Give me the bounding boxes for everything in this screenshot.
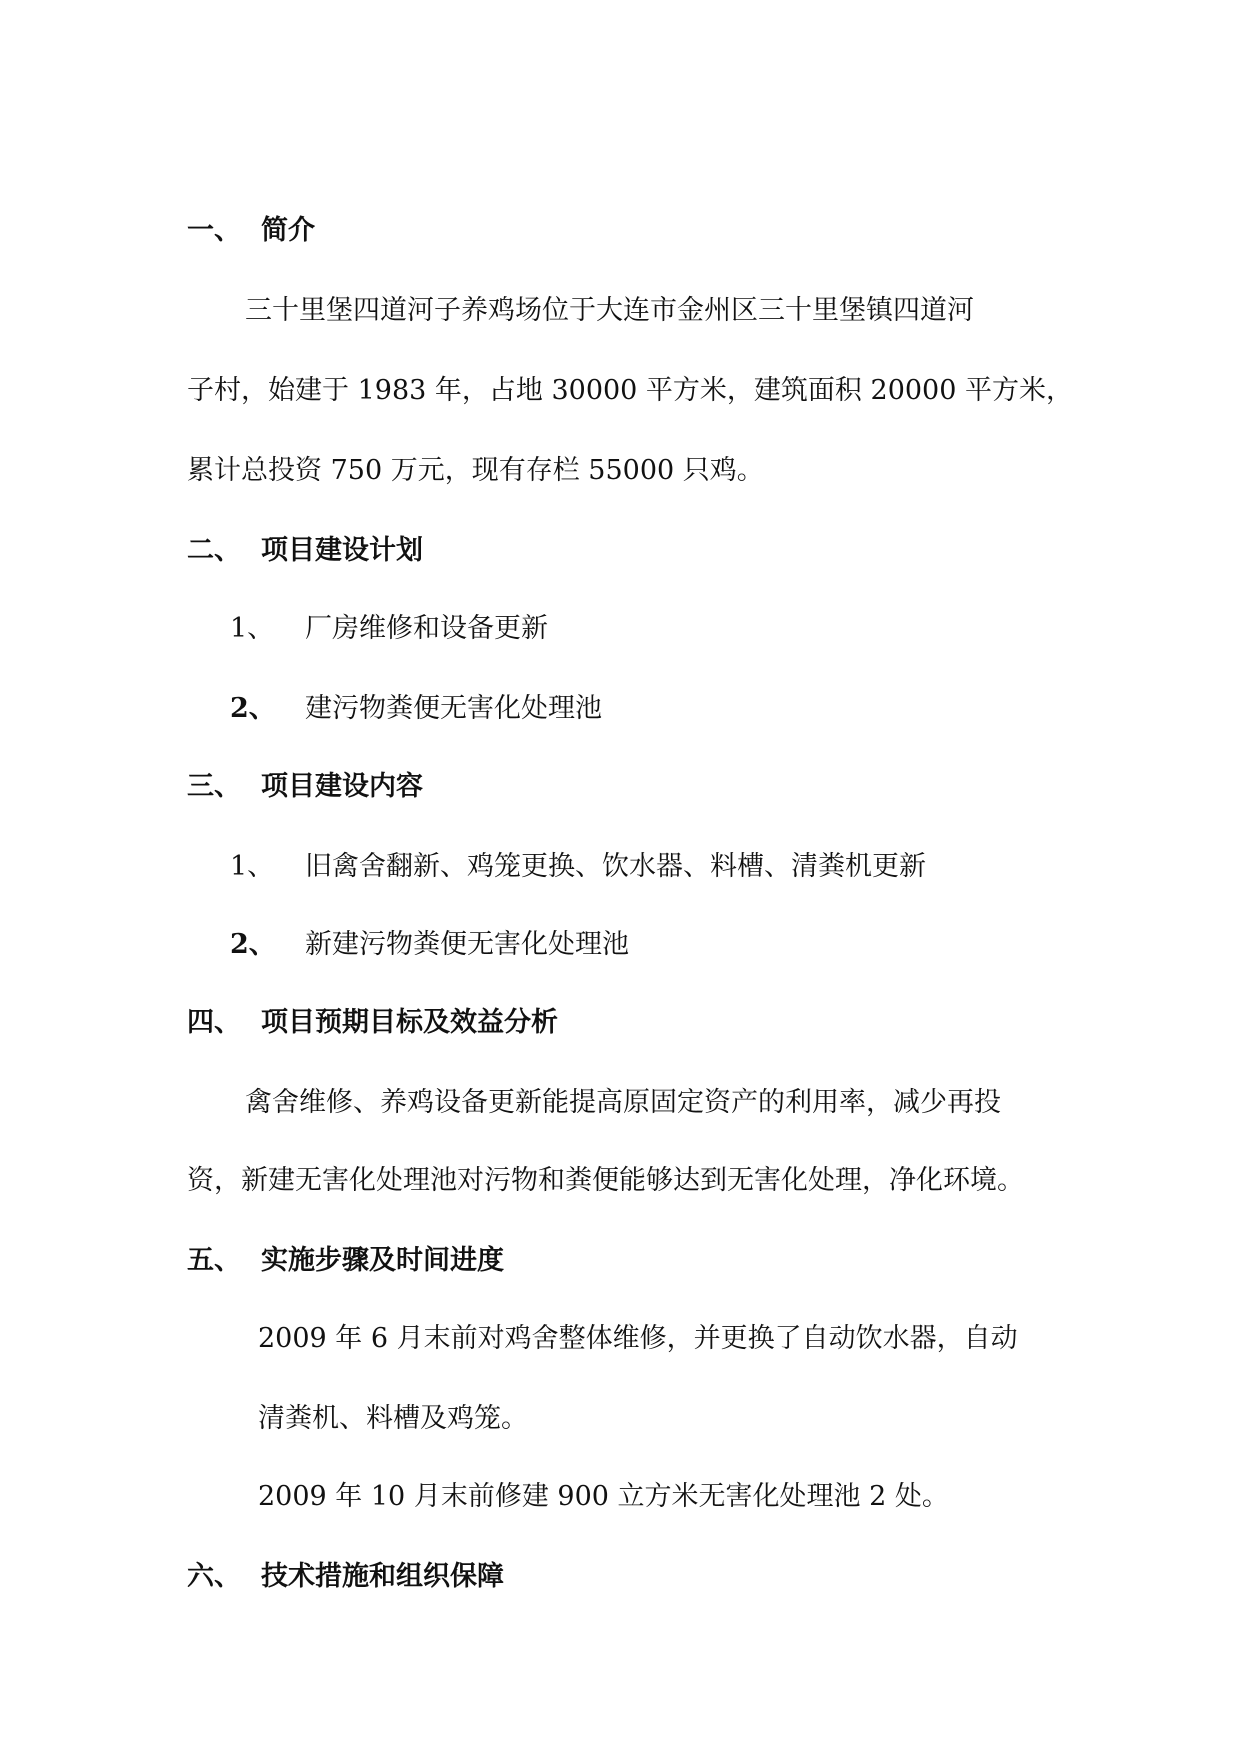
list-item-number: 2、 — [230, 929, 276, 960]
list-item-number: 1、 — [230, 851, 275, 882]
section-number: 三、 — [187, 771, 241, 802]
section-number: 二、 — [187, 535, 241, 566]
section-number: 五、 — [187, 1245, 241, 1276]
paragraph-line: 资，新建无害化处理池对污物和粪便能够达到无害化处理，净化环境。 — [187, 1165, 1024, 1196]
section-number: 六、 — [187, 1561, 241, 1592]
paragraph-line: 2009 年 6 月末前对鸡舍整体维修，并更换了自动饮水器，自动 — [258, 1323, 1018, 1354]
section-title: 项目预期目标及效益分析 — [261, 1007, 558, 1038]
section-title: 简介 — [261, 215, 315, 246]
list-item-text: 旧禽舍翻新、鸡笼更换、饮水器、料槽、清粪机更新 — [305, 851, 926, 882]
section-title: 实施步骤及时间进度 — [261, 1245, 504, 1276]
section-title: 技术措施和组织保障 — [261, 1561, 504, 1592]
section-title: 项目建设内容 — [261, 771, 423, 802]
list-item-number: 2、 — [230, 693, 276, 724]
list-item-text: 建污物粪便无害化处理池 — [305, 693, 602, 724]
paragraph-line: 2009 年 10 月末前修建 900 立方米无害化处理池 2 处。 — [258, 1481, 949, 1512]
list-item-text: 厂房维修和设备更新 — [305, 613, 548, 644]
paragraph-line: 清粪机、料槽及鸡笼。 — [258, 1403, 528, 1434]
paragraph-line: 累计总投资 750 万元，现有存栏 55000 只鸡。 — [187, 455, 764, 486]
list-item-number: 1、 — [230, 613, 275, 644]
section-title: 项目建设计划 — [261, 535, 423, 566]
section-number: 一、 — [187, 215, 241, 246]
section-number: 四、 — [187, 1007, 241, 1038]
paragraph-line: 禽舍维修、养鸡设备更新能提高原固定资产的利用率，减少再投 — [245, 1087, 1001, 1118]
paragraph-line: 子村，始建于 1983 年，占地 30000 平方米，建筑面积 20000 平方米， — [187, 375, 1073, 406]
paragraph-line: 三十里堡四道河子养鸡场位于大连市金州区三十里堡镇四道河 — [245, 295, 974, 326]
list-item-text: 新建污物粪便无害化处理池 — [305, 929, 629, 960]
